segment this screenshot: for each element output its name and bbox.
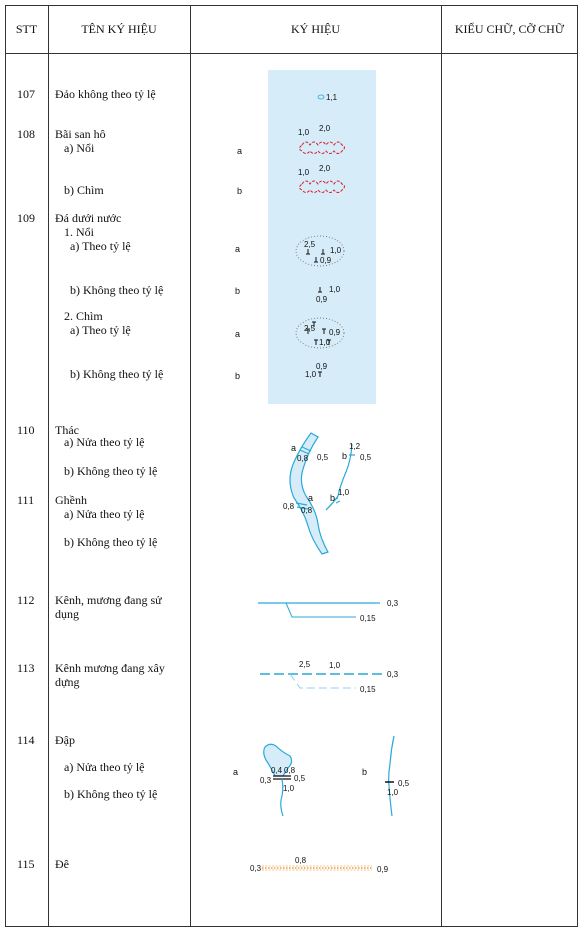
dimension-label: 0,8 bbox=[283, 502, 295, 511]
row-number: 109 bbox=[17, 211, 35, 225]
river-icon bbox=[389, 736, 394, 816]
symbol-subname: b) Không theo tỷ lệ bbox=[64, 787, 158, 801]
dimension-label: 0,3 bbox=[260, 776, 272, 785]
dimension-label: 2,5 bbox=[304, 240, 316, 249]
symbol-name: Thác bbox=[55, 423, 79, 437]
variant-marker: a bbox=[308, 493, 314, 503]
dam-half-scale-icon bbox=[273, 776, 291, 779]
dimension-label: 2,5 bbox=[299, 660, 311, 669]
dimension-label: 1,0 bbox=[329, 661, 341, 670]
dimension-label: 1,0 bbox=[305, 370, 317, 379]
canal-construction-branch-icon bbox=[290, 674, 356, 688]
dimension-label: 0,5 bbox=[294, 774, 306, 783]
symbol-name: Đá dưới nước bbox=[55, 211, 122, 225]
symbol-name: dụng bbox=[55, 607, 79, 621]
dimension-label: 0,9 bbox=[316, 362, 328, 371]
canal-branch-icon bbox=[286, 603, 356, 617]
dimension-label: 1,0 bbox=[329, 285, 341, 294]
dimension-label: 2,0 bbox=[319, 164, 331, 173]
dimension-label: 0,4 bbox=[271, 766, 283, 775]
dimension-label: 1,2 bbox=[349, 442, 361, 451]
dimension-label: 0,8 bbox=[284, 766, 296, 775]
header-ten-ky-hieu: TÊN KÝ HIỆU bbox=[81, 22, 157, 36]
dimension-label: 0,3 bbox=[250, 864, 262, 873]
header-ky-hieu: KÝ HIỆU bbox=[291, 22, 340, 36]
dimension-label: 2,5 bbox=[304, 324, 316, 333]
row-number: 113 bbox=[17, 661, 35, 675]
dimension-label: 0,9 bbox=[329, 328, 341, 337]
dimension-label: 2,0 bbox=[319, 124, 331, 133]
row-number: 110 bbox=[17, 423, 35, 437]
dimension-label: 0,8 bbox=[297, 454, 309, 463]
variant-marker: b bbox=[237, 186, 243, 196]
symbol-subname: b) Không theo tỷ lệ bbox=[64, 535, 158, 549]
row-number: 115 bbox=[17, 857, 35, 871]
row-number: 107 bbox=[17, 87, 35, 101]
dimension-label: 0,15 bbox=[360, 685, 376, 694]
variant-marker: b bbox=[330, 493, 336, 503]
dimension-label: 0,3 bbox=[387, 599, 399, 608]
symbol-subname: a) Nửa theo tỷ lệ bbox=[64, 435, 145, 449]
dimension-label: 0,5 bbox=[398, 779, 410, 788]
dimension-label: 1,0 bbox=[330, 246, 342, 255]
symbol-name: Đảo không theo tỷ lệ bbox=[55, 87, 156, 101]
row-number: 108 bbox=[17, 127, 35, 141]
symbol-name: Đập bbox=[55, 733, 75, 747]
variant-marker: b bbox=[235, 371, 241, 381]
variant-marker: b bbox=[235, 286, 241, 296]
row-number: 114 bbox=[17, 733, 35, 747]
symbol-subname: a) Nửa theo tỷ lệ bbox=[64, 507, 145, 521]
symbol-name: Bãi san hô bbox=[55, 127, 106, 141]
variant-marker: a bbox=[233, 767, 239, 777]
header-kieu-chu: KIỂU CHỮ, CỠ CHỮ bbox=[454, 22, 565, 36]
dimension-label: 0,5 bbox=[360, 453, 372, 462]
symbol-name: Đê bbox=[55, 857, 69, 871]
dimension-label: 0,8 bbox=[301, 506, 313, 515]
variant-marker: a bbox=[237, 146, 243, 156]
variant-marker: b bbox=[342, 451, 348, 461]
symbol-subname: b) Không theo tỷ lệ bbox=[70, 367, 164, 381]
symbol-subname: a) Theo tỷ lệ bbox=[70, 239, 131, 253]
symbol-name: Kênh mương đang xây bbox=[55, 661, 165, 675]
row-number: 111 bbox=[17, 493, 35, 507]
symbol-subname: a) Theo tỷ lệ bbox=[70, 323, 131, 337]
dimension-label: 1,0 bbox=[298, 128, 310, 137]
dimension-label: 1,0 bbox=[387, 788, 399, 797]
dimension-label: 1,0 bbox=[319, 338, 331, 347]
symbol-subname: a) Nửa theo tỷ lệ bbox=[64, 760, 145, 774]
variant-marker: a bbox=[235, 244, 241, 254]
symbol-subname: b) Không theo tỷ lệ bbox=[64, 464, 158, 478]
symbol-name: Ghềnh bbox=[55, 493, 87, 507]
symbol-name: Kênh, mương đang sử bbox=[55, 593, 162, 607]
symbol-subname: 2. Chìm bbox=[64, 309, 103, 323]
water-background bbox=[268, 70, 376, 404]
row-number: 112 bbox=[17, 593, 35, 607]
dimension-label: 0,9 bbox=[316, 295, 328, 304]
symbol-subname: b) Không theo tỷ lệ bbox=[70, 283, 164, 297]
dimension-label: 1,0 bbox=[283, 784, 295, 793]
dimension-label: 0,5 bbox=[317, 453, 329, 462]
symbol-name: dựng bbox=[55, 675, 80, 689]
variant-marker: a bbox=[235, 329, 241, 339]
dimension-label: 1,0 bbox=[298, 168, 310, 177]
variant-marker: b bbox=[362, 767, 368, 777]
dimension-label: 1,0 bbox=[338, 488, 350, 497]
symbol-subname: a) Nổi bbox=[64, 141, 95, 155]
dimension-label: 0,8 bbox=[295, 856, 307, 865]
symbol-subname: 1. Nổi bbox=[64, 225, 94, 239]
dimension-label: 0,9 bbox=[320, 256, 332, 265]
dimension-label: 0,15 bbox=[360, 614, 376, 623]
variant-marker: a bbox=[291, 443, 297, 453]
header-stt: STT bbox=[15, 22, 38, 36]
dimension-label: 0,9 bbox=[377, 865, 389, 874]
dimension-label: 1,1 bbox=[326, 93, 338, 102]
symbol-subname: b) Chìm bbox=[64, 183, 104, 197]
dimension-label: 0,3 bbox=[387, 670, 399, 679]
